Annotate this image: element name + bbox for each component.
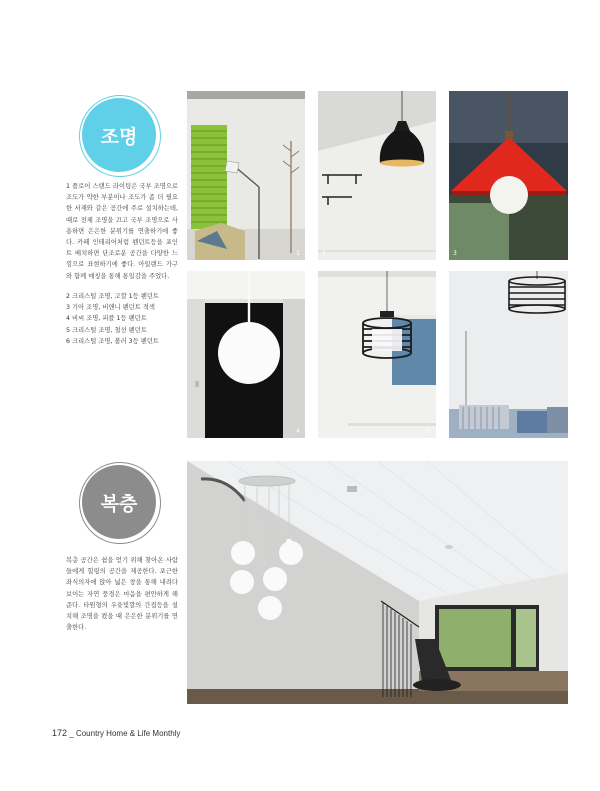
photo-floor-lamp — [187, 91, 305, 260]
list-item: 3 기아 조명, 비앤니 펜던트 적색 — [66, 304, 156, 312]
page-number: 172 — [52, 728, 68, 738]
photo-number: 2 — [322, 250, 326, 257]
photo-loft — [187, 461, 568, 704]
photo-red-pendant — [449, 91, 568, 260]
photo-number: 1 — [296, 250, 300, 257]
list-item: 5 크리스털 조명, 철선 펜던트 — [66, 326, 147, 334]
product-list — [66, 291, 184, 347]
photo-black-pendant — [318, 91, 436, 260]
page-footer — [52, 728, 180, 738]
list-item: 6 크리스털 조명, 볼러 3등 펜던트 — [66, 337, 160, 345]
section-badge-lighting — [82, 98, 156, 172]
section-badge-loft — [82, 465, 156, 539]
lighting-paragraph: 1 플로어 스탠드 라이팅은 국부 조명으로 조도가 약한 부분이나 조도가 좀 더 필요한 서재와 같은 공간에 주로 설치하는데, 때로 전체 조명을 끄고 국부 조명으로 사용하면 은은한 분위기를 연출하기에 좋다. 카페 인테리어처럼 펜던트등을 포인트 배치하면 단조로운 공간을 다양한 느낌으로 표현하기에 좋다. 아일랜드 가구와 함께 매칭을 통해 통일감을 주었다. — [66, 183, 178, 280]
loft-paragraph: 복층 공간은 쉼을 얻기 위해 찾아온 사람들에게 힐링의 공간을 제공한다. 포근한 좌식의자에 앉아 넓은 창을 통해 내려다보이는 자연 풍경은 마음을 편안하게 해준다. 타원형의 우윳빛깔의 간접등을 설치해 조명을 켰을 때 은은한 분위기를 연출한다. — [66, 557, 178, 632]
photo-sofa-pendant — [449, 271, 568, 438]
list-item: 2 크리스털 조명, 고깔 1등 펜던트 — [66, 293, 160, 300]
badge-label: 조명 — [100, 125, 138, 148]
badge-label: 복층 — [100, 492, 138, 515]
photo-number: 4 — [296, 428, 300, 435]
list-item: 4 비씨 조명, 피플 1등 펜던트 — [66, 315, 147, 323]
photo-globe-pendant — [187, 271, 305, 438]
photo-number: 5 — [427, 428, 431, 435]
photo-wire-pendant — [318, 271, 436, 438]
publication-name: _ Country Home & Life Monthly — [69, 729, 181, 738]
photo-number: 3 — [453, 250, 457, 257]
